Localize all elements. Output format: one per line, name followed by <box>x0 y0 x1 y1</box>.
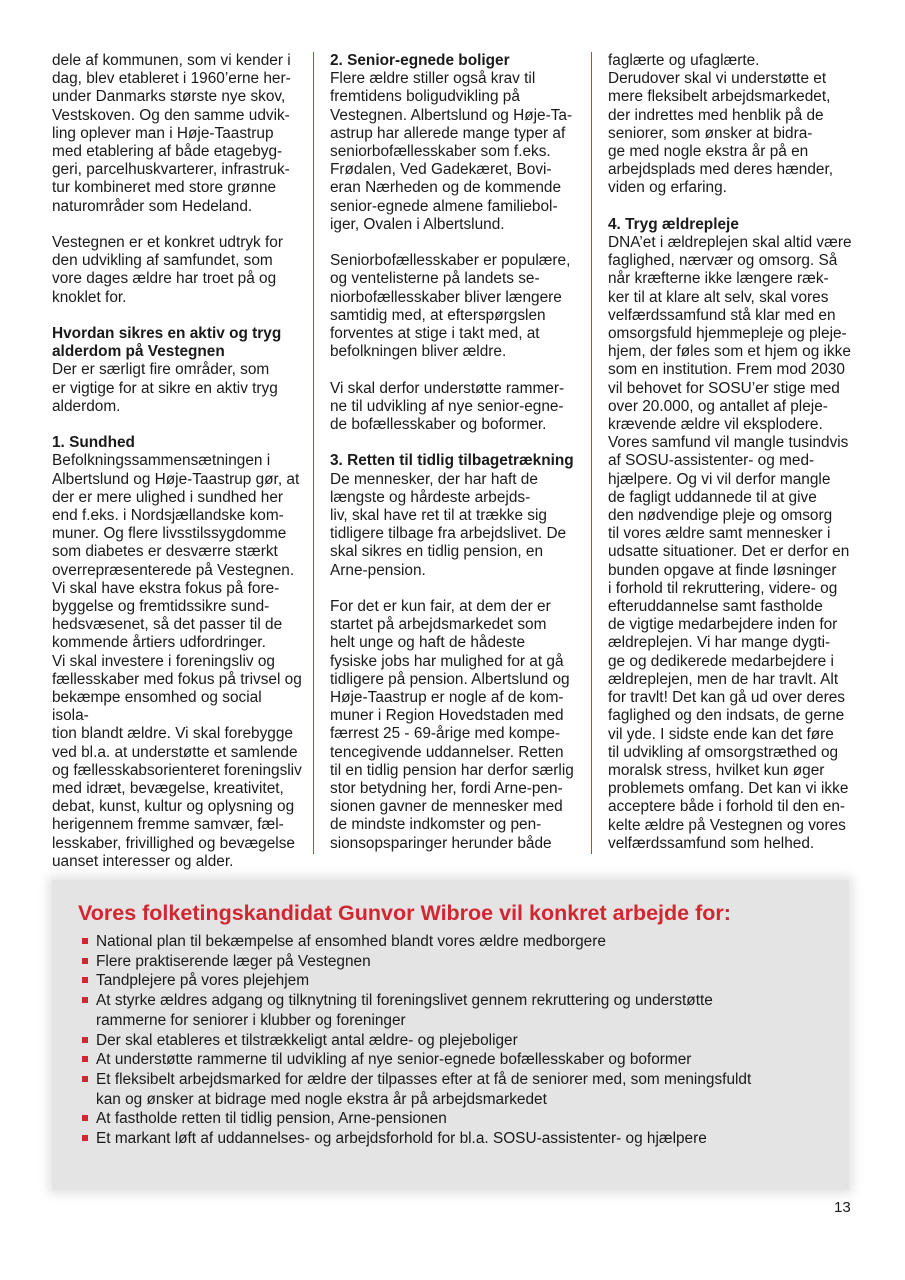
list-item-text: At understøtte rammerne til udvikling af nye senior-egnede bofællesskaber og boformer <box>96 1051 692 1069</box>
list-item-text: Et fleksibelt arbejdsmarked for ældre der tilpasses efter at få de seniorer med, som meningsfuldt kan og ønsker at bidrage med nogle ekstra år på arbejdsmarkedet <box>96 1070 752 1108</box>
text-column-3 <box>608 52 858 853</box>
paragraph: Befolkningssammensætningen i Albertslund og Høje-Taastrup gør, at der er mere ulighed i sundhed her end f.eks. i Nordsjællandske kom- muner. Og flere livsstilssygdomme som diabetes er desværre stærkt overrepræsenterede på Vestegnen. Vi skal have ekstra fokus på fore- byggelse og fremtidssikre sund- hedsvæsenet, så det passer til de kommende årtiers udfordringer. Vi skal investere i foreningsliv og fællesskaber med fokus på trivsel og bekæmpe ensomhed og social isola- tion blandt ældre. Vi skal forebygge ved bl.a. at understøtte et samlende og fællesskabsorienteret foreningsliv med idræt, bevægelse, kreativitet, debat, kunst, kultur og oplysning og herigennem fremme samvær, fæl- lesskaber, frivillighed og bevægelse uanset interesser og alder. <box>52 452 302 870</box>
section-heading: 1. Sundhed <box>52 434 135 452</box>
bullet-square-icon <box>82 1037 88 1043</box>
list-item-text: At styrke ældres adgang og tilknytning til foreningslivet gennem rekruttering og understøtte rammerne for seniorer i klubber og foreninger <box>96 992 713 1029</box>
commitments-box <box>52 880 849 1190</box>
paragraph: Vestegnen er et konkret udtryk for den udvikling af samfundet, som vore dages ældre har troet på og knoklet for. <box>52 234 283 306</box>
list-item-text: Flere praktiserende læger på Vestegnen <box>96 952 371 970</box>
list-item <box>82 932 837 952</box>
paragraph: For det er kun fair, at dem der er startet på arbejdsmarkedet som helt unge og haft de hådeste fysiske jobs har mulighed for at gå tidligere på pension. Albertslund og Høje-Taastrup er nogle af de kom- muner i Region Hovedstaden med færrest 25 - 69-årige med kompe- tencegivende uddannelser. Retten til en tidlig pension har derfor særlig stor betydning her, fordi Arne-pen- sionen gavner de mennesker med de mindste indkomster og pen- sionsopsparinger herunder både <box>330 598 574 852</box>
section-heading: 4. Tryg ældrepleje <box>608 215 739 233</box>
list-item <box>82 1070 837 1109</box>
page-number: 13 <box>834 1199 851 1216</box>
bullet-square-icon <box>82 1076 88 1082</box>
bullet-square-icon <box>82 977 88 983</box>
bullet-square-icon <box>82 958 88 964</box>
paragraph: Der er særligt fire områder, som er vigtige for at sikre en aktiv tryg alderdom. <box>52 361 278 415</box>
paragraph: Seniorbofællesskaber er populære, og ventelisterne på landets se- niorbofællesskaber bliver længere samtidig med, at efterspørgslen forventes at stige i takt med, at befolkningen bliver ældre. <box>330 252 571 361</box>
paragraph: faglærte og ufaglærte. Derudover skal vi understøtte et mere fleksibelt arbejdsmarkedet, der indrettes med henblik på de seniorer, som ønsker at bidra- ge med nogle ekstra år på en arbejdsplads med deres hænder, viden og erfaring. <box>608 52 834 197</box>
paragraph: dele af kommunen, som vi kender i dag, blev etableret i 1960’erne her- under Danmarks største nye skov, Vestskoven. Og den samme udvik- ling oplever man i Høje-Taastrup med etablering af både etagebyg- geri, parcelhuskvarterer, infrastruk- tur kombineret med store grønne naturområder som Hedeland. <box>52 52 291 215</box>
list-item <box>82 952 837 972</box>
column-divider <box>313 52 314 854</box>
list-item <box>82 1050 837 1070</box>
list-item-text: Et markant løft af uddannelses- og arbejdsforhold for bl.a. SOSU-assistenter- og hjælpere <box>96 1130 707 1148</box>
section-heading: 3. Retten til tidlig tilbagetrækning <box>330 452 574 470</box>
paragraph: De mennesker, der har haft de længste og hårdeste arbejds- liv, skal have ret til at trække sig tidligere tilbage fra arbejdslivet. De skal sikres en tidlig pension, en Arne-pension. <box>330 470 567 579</box>
list-item <box>82 971 837 991</box>
paragraph: DNA’et i ældreplejen skal altid være faglighed, nærvær og omsorg. Så når kræfterne ikke længere ræk- ker til at klare alt selv, skal vores velfærdssamfund stå klar med en omsorgsfuld hjemmepleje og pleje- hjem, der føles som et hjem og ikke som en institution. Frem mod 2030 vil behovet for SOSU’er stige med over 20.000, og antallet af pleje- krævende ældre vil eksplodere. Vores samfund vil mangle tusindvis af SOSU-assistenter- og med- hjælpere. Og vi vil derfor mangle de fagligt uddannede til at give den nødvendige pleje og omsorg til vores ældre samt mennesker i udsatte situationer. Det er derfor en bunden opgave at finde løsninger i forhold til rekruttering, videre- og efteruddannelse samt fastholde de vigtige medarbejdere inden for ældreplejen. Vi har mange dygti- ge og dedikerede medarbejdere i ældreplejen, men de har travlt. Alt for travlt! Det kan gå ud over deres faglighed og den indsats, de gerne vil yde. I sidste ende kan det føre til udvikling af omsorgstræthed og moralsk stress, hvilket kun øger problemets omfang. Det kan vi ikke acceptere både i forhold til den en- kelte ældre på Vestegnen og vores velfærdssamfund som helhed. <box>608 234 852 852</box>
paragraph: Flere ældre stiller også krav til fremtidens boligudvikling på Vestegnen. Albertslund og Høje-Ta- astrup har allerede mange typer af seniorbofællesskaber som f.eks. Frødalen, Ved Gadekæret, Bovi- eran Nærheden og de kommende senior-egnede almene familiebol- iger, Ovalen i Albertslund. <box>330 70 573 233</box>
bullet-square-icon <box>82 997 88 1003</box>
commitments-list <box>82 932 837 1149</box>
list-item-text: National plan til bekæmpelse af ensomhed blandt vores ældre medborgere <box>96 933 606 950</box>
list-item <box>82 1109 837 1129</box>
bullet-square-icon <box>82 1135 88 1141</box>
list-item <box>82 1129 837 1149</box>
text-column-2 <box>330 52 580 853</box>
list-item <box>82 1031 837 1051</box>
paragraph: Vi skal derfor understøtte rammer- ne til udvikling af nye senior-egne- de bofællesskaber og boformer. <box>330 379 565 434</box>
section-heading: 2. Senior-egnede boliger <box>330 52 510 69</box>
list-item-text: Der skal etableres et tilstrækkeligt antal ældre- og plejeboliger <box>96 1031 518 1049</box>
column-divider <box>591 52 592 854</box>
bullet-square-icon <box>82 1056 88 1062</box>
list-item-text: At fastholde retten til tidlig pension, Arne-pensionen <box>96 1110 447 1128</box>
bullet-square-icon <box>82 1115 88 1121</box>
list-item <box>82 991 837 1030</box>
text-column-1 <box>52 52 302 871</box>
section-heading: Hvordan sikres en aktiv og tryg alderdom på Vestegnen <box>52 325 282 361</box>
bullet-square-icon <box>82 938 88 944</box>
list-item-text: Tandplejere på vores plejehjem <box>96 972 310 990</box>
box-title: Vores folketingskandidat Gunvor Wibroe vil konkret arbejde for: <box>78 901 731 925</box>
